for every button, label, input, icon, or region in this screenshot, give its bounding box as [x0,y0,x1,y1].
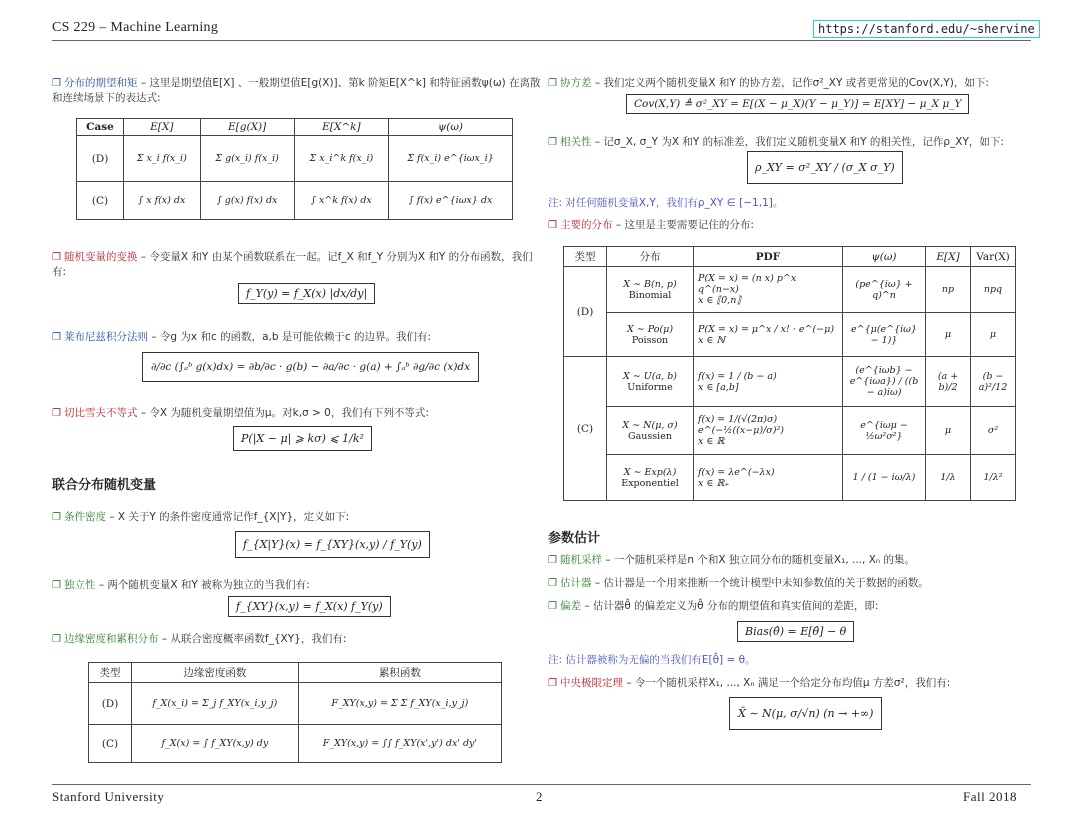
table-header: Case [77,119,124,136]
estimator-title: 估计器 [559,577,592,589]
dist-domain: x ∈ ℕ [698,334,726,346]
moments-title: 分布的期望和矩 [63,77,138,89]
leibniz-paragraph [52,330,542,345]
dist-pdf: f(x) = 1/(√(2π)σ) e^(−½((x−μ)/σ)²) [698,414,784,436]
table-cell [694,357,843,407]
bias-paragraph [548,599,1030,614]
dist-pdf: f(x) = 1 / (b − a) [698,370,777,382]
covariance-paragraph [548,76,1030,91]
table-row [77,136,513,182]
distributions-table [563,246,1016,501]
table-cell: (C) [89,725,132,763]
table-row [564,247,1016,267]
dist-name: Poisson [631,334,669,346]
table-cell: (e^{iωb} − e^{iωa}) / ((b − a)iω) [843,357,926,407]
transform-title: 随机变量的变换 [63,251,138,263]
estimator-paragraph [548,576,1030,591]
table-header: 分布 [607,247,694,267]
table-header: 边缘密度函数 [132,663,299,683]
table-cell [694,455,843,501]
dist-label: X ∼ N(μ, σ) [622,419,678,431]
estimation-heading: 参数估计 [548,531,601,546]
dist-name: Exponentiel [621,477,679,489]
table-row [89,683,502,725]
square-bullet-icon: ❐ [548,555,557,566]
distributions-text: – 这里是主要需要记住的分布: [615,219,754,231]
square-bullet-icon: ❐ [548,578,557,589]
table-cell: 1 / (1 − iω/λ) [843,455,926,501]
square-bullet-icon: ❐ [548,78,557,89]
dist-label: X ∼ Exp(λ) [623,466,677,478]
chebyshev-formula: P(|X − μ| ⩾ kσ) ⩽ 1/k² [233,426,372,451]
table-cell: (C) [77,182,124,220]
table-cell: (D) [77,136,124,182]
distributions-paragraph [548,218,1030,233]
header-title: CS 229 – Machine Learning [52,20,219,35]
sample-paragraph [548,553,1030,568]
square-bullet-icon: ❐ [548,220,557,231]
leibniz-title: 莱布尼兹积分法则 [63,331,148,343]
table-cell: ∫ f(x) e^{iωx} dx [389,182,513,220]
dist-domain: x ∈ ℝ₊ [698,477,730,489]
transform-text: – 令变量X 和Y 由某个函数联系在一起。记f_X 和f_Y 分别为X 和Y 的分布函数，我们有: [52,251,533,278]
independence-formula: f_{XY}(x,y) = f_X(x) f_Y(y) [228,596,391,617]
dist-pdf: f(x) = λe^(−λx) [698,466,775,478]
table-cell: np [926,267,971,313]
clt-paragraph [548,676,1030,691]
table-cell: e^{iωμ − ½ω²σ²} [843,407,926,455]
sample-text: – 一个随机采样是n 个和X 独立同分布的随机变量X₁, ..., Xₙ 的集。 [605,554,915,566]
correlation-paragraph [548,135,1030,150]
table-cell: (C) [564,357,607,501]
table-row [564,455,1016,501]
bias-title: 偏差 [559,600,581,612]
square-bullet-icon: ❐ [52,408,61,419]
square-bullet-icon: ❐ [52,580,61,591]
correlation-title: 相关性 [559,136,592,148]
table-cell [607,407,694,455]
table-cell: Σ g(x_i) f(x_i) [200,136,294,182]
square-bullet-icon: ❐ [548,601,557,612]
table-cell: (pe^{iω} + q)^n [843,267,926,313]
note-correlation: 注: 对任何随机变量X,Y，我们有ρ_XY ∈ [−1,1]。 [548,197,784,209]
note-unbiased: 注: 估计器被称为无偏的当我们有E[θ̂] = θ。 [548,654,756,666]
leibniz-formula: ∂/∂c (∫ₐᵇ g(x)dx) = ∂b/∂c · g(b) − ∂a/∂c · g(a) + ∫ₐᵇ ∂g/∂c (x)dx [142,352,479,382]
dist-pdf: P(X = x) = μ^x / x! · e^(−μ) [698,323,835,335]
dist-label: X ∼ U(a, b) [623,370,677,382]
table-cell: ∫ g(x) f(x) dx [200,182,294,220]
table-cell [694,407,843,455]
joint-heading: 联合分布随机变量 [52,478,157,493]
dist-name: Uniforme [627,381,673,393]
table-cell: (a + b)/2 [926,357,971,407]
table-cell [694,267,843,313]
square-bullet-icon: ❐ [52,332,61,343]
conditional-paragraph [52,510,542,525]
table-cell: Σ x_i^k f(x_i) [294,136,388,182]
dist-label: X ∼ B(n, p) [623,278,677,290]
header-rule [52,40,1031,41]
dist-pdf: P(X = x) = (n x) p^x q^(n−x) [698,273,797,295]
table-cell: ∫ x^k f(x) dx [294,182,388,220]
table-cell: npq [971,267,1016,313]
conditional-text: – X 关于Y 的条件密度通常记作f_{X|Y}，定义如下: [109,511,350,523]
moments-table [76,118,513,220]
distributions-title: 主要的分布 [559,219,613,231]
marginal-paragraph [52,632,542,647]
table-header: PDF [694,247,843,267]
table-header: 类型 [564,247,607,267]
square-bullet-icon: ❐ [52,78,61,89]
moments-text: – 这里是期望值E[X] 、一般期望值E[g(X)]、第k 阶矩E[X^k] 和特征函数ψ(ω) 在离散和连续场景下的表达式: [52,77,541,104]
table-row [77,119,513,136]
footer-university: Stanford University [52,789,165,804]
bias-text: – 估计器θ̂ 的偏差定义为θ̂ 分布的期望值和真实值间的差距，即: [584,600,879,612]
dist-domain: x ∈ ℝ [698,436,725,447]
dist-name: Gaussien [628,430,672,442]
table-cell [694,313,843,357]
table-cell: (b − a)²/12 [971,357,1016,407]
square-bullet-icon: ❐ [52,252,61,263]
square-bullet-icon: ❐ [52,634,61,645]
table-cell: μ [971,313,1016,357]
table-row [564,357,1016,407]
footer-term: Fall 2018 [963,789,1017,804]
covariance-text: – 我们定义两个随机变量X 和Y 的协方差，记作σ²_XY 或者更常见的Cov(X,Y)，如下: [594,77,989,89]
table-row [564,407,1016,455]
table-cell: F_XY(x,y) = Σ Σ f_XY(x_i,y_j) [298,683,501,725]
table-row [89,663,502,683]
independence-text: – 两个随机变量X 和Y 被称为独立的当我们有: [98,579,310,591]
chebyshev-title: 切比雪夫不等式 [63,407,138,419]
table-cell: Σ x_i f(x_i) [124,136,201,182]
marginal-text: – 从联合密度概率函数f_{XY}，我们有: [161,633,347,645]
leibniz-text: – 令g 为x 和c 的函数，a,b 是可能依赖于c 的边界。我们有: [151,331,431,343]
footer-page-number: 2 [536,789,543,804]
table-cell: (D) [89,683,132,725]
dist-name: Binomial [628,289,672,301]
table-header: E[X^k] [294,119,388,136]
dist-domain: x ∈ [a,b] [698,381,739,393]
table-cell: F_XY(x,y) = ∫∫ f_XY(x',y') dx' dy' [298,725,501,763]
table-header: E[X] [124,119,201,136]
table-cell: ∫ x f(x) dx [124,182,201,220]
table-cell: f_X(x_i) = Σ_j f_XY(x_i,y_j) [132,683,299,725]
table-header: 累积函数 [298,663,501,683]
independence-paragraph [52,578,542,593]
table-cell: μ [926,313,971,357]
conditional-title: 条件密度 [63,511,106,523]
chebyshev-text: – 令X 为随机变量期望值为μ。对k,σ > 0，我们有下列不等式: [140,407,429,419]
independence-title: 独立性 [63,579,96,591]
table-cell: μ [926,407,971,455]
table-row [77,182,513,220]
table-header: E[X] [926,247,971,267]
clt-title: 中央极限定理 [559,677,623,689]
bias-formula: Bias(θ̂) = E[θ̂] − θ [737,621,854,642]
square-bullet-icon: ❐ [52,512,61,523]
table-row [89,725,502,763]
table-row [564,313,1016,357]
chebyshev-paragraph [52,406,542,421]
table-cell: e^{μ(e^{iω} − 1)} [843,313,926,357]
table-cell [607,357,694,407]
table-cell: (D) [564,267,607,357]
table-cell: σ² [971,407,1016,455]
table-cell: 1/λ [926,455,971,501]
correlation-formula: ρ_XY = σ²_XY / (σ_X σ_Y) [747,151,903,184]
footer-rule [52,784,1031,785]
header-url-link[interactable]: https://stanford.edu/~shervine [813,20,1040,38]
transform-paragraph [52,250,542,279]
table-cell [607,313,694,357]
square-bullet-icon: ❐ [548,678,557,689]
conditional-formula: f_{X|Y}(x) = f_{XY}(x,y) / f_Y(y) [235,531,430,558]
clt-formula: X̄ ∼ N(μ, σ/√n) (n → +∞) [729,697,882,730]
table-cell [607,267,694,313]
covariance-formula: Cov(X,Y) ≜ σ²_XY = E[(X − μ_X)(Y − μ_Y)] = E[XY] − μ_X μ_Y [626,94,969,114]
moments-paragraph [52,76,542,105]
table-header: ψ(ω) [389,119,513,136]
table-header: 类型 [89,663,132,683]
marginal-table [88,662,502,763]
covariance-title: 协方差 [559,77,592,89]
table-cell: Σ f(x_i) e^{iωx_i} [389,136,513,182]
transform-formula: f_Y(y) = f_X(x) |dx/dy| [238,283,375,304]
dist-domain: x ∈ ⟦0,n⟧ [698,295,742,306]
table-header: ψ(ω) [843,247,926,267]
table-cell [607,455,694,501]
marginal-title: 边缘密度和累积分布 [63,633,159,645]
table-cell: f_X(x) = ∫ f_XY(x,y) dy [132,725,299,763]
correlation-text: – 记σ_X, σ_Y 为X 和Y 的标准差，我们定义随机变量X 和Y 的相关性，记作ρ_XY，如下: [594,136,1004,148]
table-header: Var(X) [971,247,1016,267]
table-cell: 1/λ² [971,455,1016,501]
table-header: E[g(X)] [200,119,294,136]
clt-text: – 令一个随机采样X₁, ..., Xₙ 满足一个给定分布均值μ 方差σ²，我们有: [626,677,951,689]
dist-label: X ∼ Po(μ) [626,323,674,335]
table-row [564,267,1016,313]
sample-title: 随机采样 [559,554,602,566]
square-bullet-icon: ❐ [548,137,557,148]
estimator-text: – 估计器是一个用来推断一个统计模型中未知参数值的关于数据的函数。 [594,577,929,589]
